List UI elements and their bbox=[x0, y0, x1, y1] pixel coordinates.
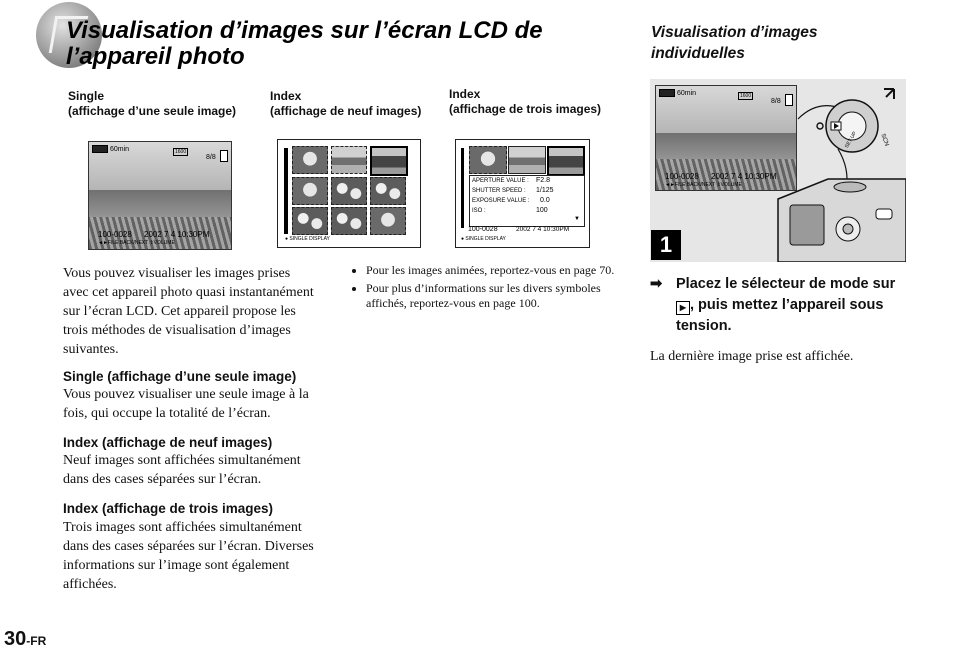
info-value: 1/125 bbox=[536, 187, 554, 194]
step-result: La dernière image prise est affichée. bbox=[650, 349, 854, 364]
label-index3-line1: Index bbox=[449, 87, 481, 101]
info-value: 100 bbox=[536, 207, 548, 214]
thumbnail bbox=[370, 146, 408, 176]
mode-text-single: Vous pouvez visualiser une seule image à la fois, qui occupe la totalité de l’écran. bbox=[63, 387, 309, 421]
label-index9-line1: Index bbox=[270, 89, 302, 103]
thumbnail bbox=[331, 146, 367, 174]
nav-hint: ◄►FILE BACK/NEXT ⇕VOLUME bbox=[98, 240, 175, 246]
note-item: • Pour plus d’informations sur les divers symboles affichés, reportez-vous en page 100. bbox=[366, 281, 626, 311]
label-index3 bbox=[449, 87, 624, 117]
info-key: SHUTTER SPEED : bbox=[472, 188, 526, 194]
info-value: F2.8 bbox=[536, 177, 551, 184]
step-instruction bbox=[650, 274, 900, 337]
info-key: EXPOSURE VALUE : bbox=[472, 198, 530, 204]
instruction-part-b: , puis mettez l’appareil sous tension. bbox=[676, 297, 884, 334]
camera-body-drawing bbox=[768, 79, 906, 262]
thumbnail bbox=[370, 177, 406, 205]
label-index9-line2: (affichage de neuf images) bbox=[270, 104, 422, 118]
single-display-hint: ● SINGLE DISPLAY bbox=[285, 236, 330, 242]
dial-label-setup: SET UP bbox=[843, 130, 859, 150]
file-number: 100-0028 bbox=[98, 230, 132, 239]
thumbnail bbox=[292, 177, 328, 205]
recording-date: 2002 7 4 10:30PM bbox=[711, 172, 777, 181]
thumbnail bbox=[469, 146, 507, 174]
recording-date: 2002 7 4 10:30PM bbox=[144, 230, 210, 239]
mode-heading-single: Single (affichage d’une seule image) bbox=[63, 369, 297, 384]
label-index3-line2: (affichage de trois images) bbox=[449, 102, 602, 116]
image-size-badge: 1600 bbox=[175, 149, 187, 155]
section-heading: Visualisation d’images individuelles bbox=[651, 24, 818, 62]
index9-scrollbar bbox=[284, 148, 288, 234]
intro-paragraph: Vous pouvez visualiser les images prises avec cet appareil photo quasi instantanément sur l’écran LCD. Cet appareil propose les trois méthodes de visualisation d’images suivantes. bbox=[63, 266, 314, 357]
label-single bbox=[68, 89, 258, 119]
step-number-badge: 1 bbox=[651, 230, 681, 260]
instruction-part-a: Placez le sélecteur de mode sur bbox=[676, 276, 896, 292]
page-number bbox=[4, 628, 46, 651]
battery-remaining: 60min bbox=[110, 145, 130, 153]
lcd-index3-display bbox=[455, 139, 590, 248]
notes-list bbox=[352, 263, 626, 314]
single-display-hint: ● SINGLE DISPLAY bbox=[461, 236, 506, 242]
memory-card-icon bbox=[220, 150, 228, 162]
battery-icon bbox=[92, 145, 108, 153]
thumbnail bbox=[508, 146, 546, 174]
image-counter: 8/8 bbox=[771, 98, 781, 105]
lcd-index9-display bbox=[277, 139, 421, 248]
battery-indicator bbox=[92, 145, 129, 153]
page-number-value: 30 bbox=[4, 628, 27, 650]
recording-date: 2002 7 4 10:30PM bbox=[516, 226, 570, 233]
file-number: 100-0028 bbox=[468, 226, 498, 233]
battery-indicator bbox=[659, 89, 696, 97]
camera-illustration bbox=[650, 79, 906, 262]
info-key: APERTURE VALUE : bbox=[472, 178, 529, 184]
file-number: 100-0028 bbox=[665, 172, 699, 181]
image-counter: 8/8 bbox=[206, 154, 216, 161]
thumbnail bbox=[547, 146, 585, 176]
battery-remaining: 60min bbox=[677, 89, 697, 97]
label-index9 bbox=[270, 89, 445, 119]
arrow-right-icon: ➡ bbox=[650, 276, 663, 292]
image-size-badge: 1600 bbox=[740, 93, 752, 99]
note-item: • Pour les images animées, reportez-vous en page 70. bbox=[366, 263, 626, 278]
thumbnail bbox=[292, 146, 328, 174]
dial-label-scn: SCN bbox=[879, 133, 890, 147]
mode-heading-index3: Index (affichage de trois images) bbox=[63, 501, 274, 516]
thumbnail bbox=[370, 207, 406, 235]
playback-icon: ▶ bbox=[676, 301, 690, 315]
info-value: 0.0 bbox=[540, 197, 550, 204]
page-title: Visualisation d’images sur l’écran LCD de l’appareil photo bbox=[66, 17, 543, 70]
thumbnail bbox=[331, 207, 367, 235]
mode-heading-index9: Index (affichage de neuf images) bbox=[63, 435, 273, 450]
lcd-single-display bbox=[88, 141, 232, 250]
scroll-down-icon: ▼ bbox=[574, 216, 580, 222]
label-single-line2: (affichage d’une seule image) bbox=[68, 104, 237, 118]
info-key: ISO : bbox=[472, 208, 486, 214]
mode-text-index9: Neuf images sont affichées simultanément dans des cases séparées sur l’écran. bbox=[63, 453, 301, 487]
step-instruction-text bbox=[650, 274, 900, 337]
index3-scrollbar bbox=[461, 148, 464, 228]
page-number-suffix: -FR bbox=[26, 634, 47, 648]
battery-icon bbox=[659, 89, 675, 97]
image-info-panel bbox=[469, 175, 585, 227]
thumbnail bbox=[331, 177, 367, 205]
nav-hint: ◄►FILE BACK/NEXT ⇕VOLUME bbox=[665, 182, 742, 188]
label-single-line1: Single bbox=[68, 89, 105, 103]
mode-text-index3: Trois images sont affichées simultanément dans des cases séparées sur l’écran. Diverses informations sur l’image sont également affichées. bbox=[63, 520, 314, 592]
rotate-arrow-icon bbox=[884, 89, 894, 99]
thumbnail bbox=[292, 207, 328, 235]
